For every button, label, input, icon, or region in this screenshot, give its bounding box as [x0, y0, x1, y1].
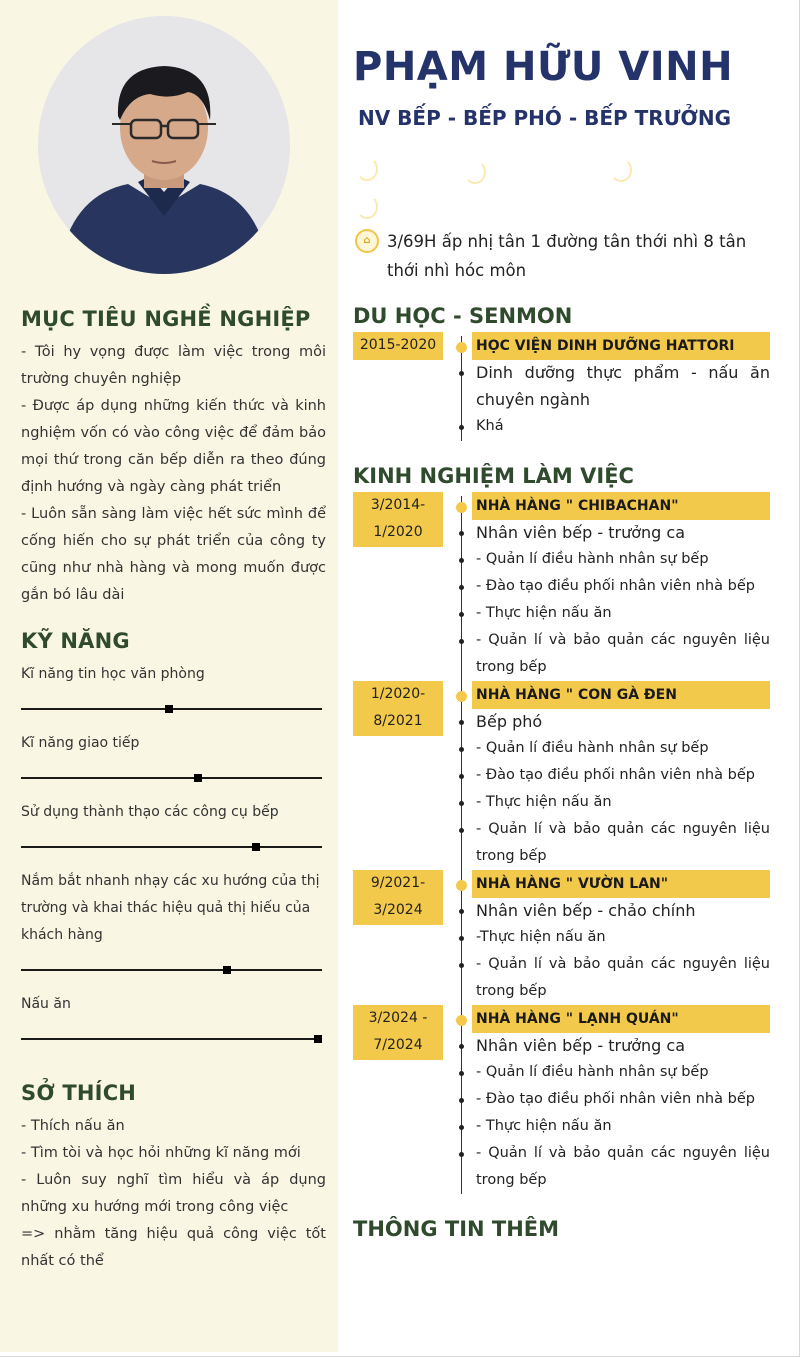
objective-text: - Tôi hy vọng được làm việc trong môi trường chuyên nghiệp - Được áp dụng những kiến thức và kinh nghiệm vốn có vào công việc để đảm bảo mọi thứ trong căn bếp diễn ra theo đúng định hướng và ngày càng phát triển - Luôn sẵn sàng làm việc hết sức mình để cống hiến cho sự phát triển của công ty cũng như nhà hàng và mong muốn được gắn bó lâu dài [21, 344, 326, 603]
experience-timeline [461, 496, 462, 1194]
bullet-dot [459, 963, 464, 968]
bullet-dot [459, 612, 464, 617]
bullet-dot [459, 1152, 464, 1157]
job-task: - Thực hiện nấu ăn [476, 605, 612, 621]
timeline-dot [456, 691, 467, 702]
bullet-dot [459, 425, 464, 430]
bullet-dot [459, 801, 464, 806]
bullet-dot [459, 639, 464, 644]
bullet-dot [459, 828, 464, 833]
experience-title: KINH NGHIỆM LÀM VIỆC [353, 464, 634, 488]
bullet-dot [459, 531, 464, 536]
job-task: - Thực hiện nấu ăn [476, 794, 612, 810]
job-position: Nhân viên bếp - chảo chính [476, 901, 696, 920]
bullet-dot [459, 720, 464, 725]
education-title: DU HỌC - SENMON [353, 304, 573, 328]
bullet-dot [459, 936, 464, 941]
timeline-dot [456, 1015, 467, 1026]
skill-bar [21, 846, 322, 848]
bullet-dot [459, 747, 464, 752]
skill-level-knob [223, 966, 231, 974]
skill-bar [21, 777, 322, 779]
objective-title: MỤC TIÊU NGHỀ NGHIỆP [21, 307, 311, 331]
blurred-contact-icon [356, 195, 378, 219]
avatar [38, 16, 290, 274]
candidate-name: PHẠM HỮU VINH [353, 44, 734, 90]
skill-label: Kĩ năng giao tiếp [21, 735, 140, 751]
job-task: - Đào tạo điều phối nhân viên nhà bếp [476, 1091, 755, 1107]
job-task: - Quản lí và bảo quản các nguyên liệu trong bếp [476, 1145, 770, 1188]
skill-bar [21, 708, 322, 710]
job-task: - Quản lí và bảo quản các nguyên liệu trong bếp [476, 632, 770, 675]
job-task: - Đào tạo điều phối nhân viên nhà bếp [476, 767, 755, 783]
skill-level-knob [252, 843, 260, 851]
job-position: Nhân viên bếp - trưởng ca [476, 523, 685, 542]
bullet-dot [459, 1125, 464, 1130]
skill-bar [21, 1038, 322, 1040]
timeline-dot [456, 342, 467, 353]
bullet-dot [459, 774, 464, 779]
bullet-dot [459, 1071, 464, 1076]
job-company: NHÀ HÀNG " VƯỜN LAN" [472, 870, 770, 898]
skill-label: Nấu ăn [21, 996, 71, 1012]
job-task: - Quản lí điều hành nhân sự bếp [476, 740, 709, 756]
hobbies-text: - Thích nấu ăn - Tìm tòi và học hỏi những kĩ năng mới - Luôn suy nghĩ tìm hiểu và áp dụng những xu hướng mới trong công việc => nhằm tăng hiệu quả công việc tốt nhất có thể [21, 1118, 326, 1269]
job-date: 3/2024 - 7/2024 [353, 1005, 443, 1060]
job-position: Bếp phó [476, 712, 543, 731]
job-date: 3/2014- 1/2020 [353, 492, 443, 547]
bullet-dot [459, 1044, 464, 1049]
sidebar [0, 0, 338, 1352]
job-company: NHÀ HÀNG " CHIBACHAN" [472, 492, 770, 520]
hobbies-title: SỞ THÍCH [21, 1081, 137, 1105]
bullet-dot [459, 909, 464, 914]
job-task: -Thực hiện nấu ăn [476, 929, 606, 945]
education-grade: Khá [476, 418, 504, 434]
extra-info-title: THÔNG TIN THÊM [353, 1217, 560, 1241]
bullet-dot [459, 585, 464, 590]
job-company: NHÀ HÀNG " LẠNH QUÁN" [472, 1005, 770, 1033]
bullet-dot [459, 558, 464, 563]
portrait-photo [38, 16, 290, 274]
job-task: - Thực hiện nấu ăn [476, 1118, 612, 1134]
blurred-contact-icon [464, 160, 486, 184]
home-icon: ⌂ [355, 229, 379, 253]
blurred-contact-icon [610, 158, 632, 182]
education-major: Dinh dưỡng thực phẩm - nấu ăn chuyên ngành [476, 363, 770, 409]
skill-label: Nắm bắt nhanh nhạy các xu hướng của thị trường và khai thác hiệu quả thị hiếu của khách hàng [21, 873, 320, 943]
skill-label: Kĩ năng tin học văn phòng [21, 666, 205, 682]
job-task: - Quản lí và bảo quản các nguyên liệu trong bếp [476, 821, 770, 864]
education-date: 2015-2020 [353, 332, 443, 360]
timeline-dot [456, 880, 467, 891]
job-task: - Đào tạo điều phối nhân viên nhà bếp [476, 578, 755, 594]
skill-bar [21, 969, 322, 971]
bullet-dot [459, 1098, 464, 1103]
bullet-dot [459, 371, 464, 376]
job-position: Nhân viên bếp - trưởng ca [476, 1036, 685, 1055]
job-task: - Quản lí điều hành nhân sự bếp [476, 551, 709, 567]
blurred-contact-icon [356, 157, 378, 181]
skills-title: KỸ NĂNG [21, 629, 130, 653]
job-task: - Quản lí và bảo quản các nguyên liệu trong bếp [476, 956, 770, 999]
skill-level-knob [165, 705, 173, 713]
job-date: 1/2020- 8/2021 [353, 681, 443, 736]
skill-level-knob [194, 774, 202, 782]
timeline-dot [456, 502, 467, 513]
skill-label: Sử dụng thành thạo các công cụ bếp [21, 804, 279, 820]
job-company: NHÀ HÀNG " CON GÀ ĐEN [472, 681, 770, 709]
job-task: - Quản lí điều hành nhân sự bếp [476, 1064, 709, 1080]
skill-level-knob [314, 1035, 322, 1043]
education-school: HỌC VIỆN DINH DƯỠNG HATTORI [472, 332, 770, 360]
address: 3/69H ấp nhị tân 1 đường tân thới nhì 8 tân thới nhì hóc môn [387, 232, 747, 280]
job-date: 9/2021- 3/2024 [353, 870, 443, 925]
candidate-role: NV BẾP - BẾP PHÓ - BẾP TRƯỞNG [358, 106, 732, 130]
